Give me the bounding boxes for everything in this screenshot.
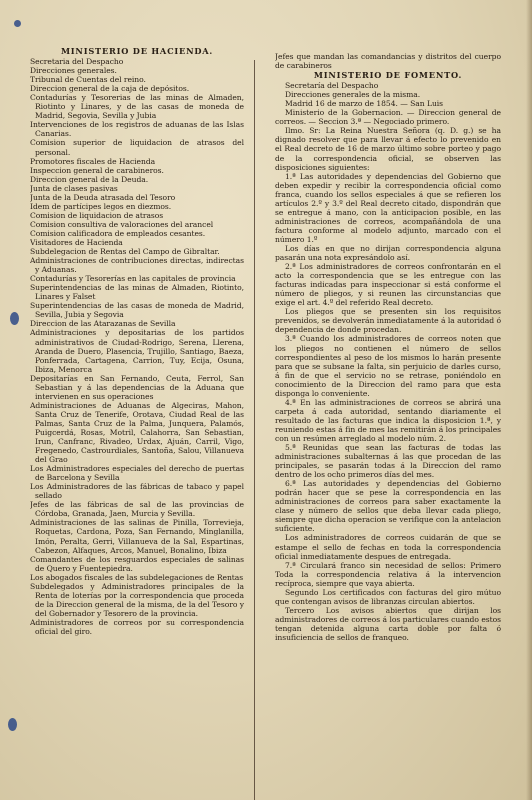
decree-paragraphs: [275, 108, 501, 642]
list-line: Direccion de las Atarazanas de Sevilla: [30, 319, 176, 329]
list-line: Superintendencias de las casas de moneda de Madrid, Sevilla, Jubia y Segovia: [30, 301, 244, 320]
decree-paragraph: 5.ª Reunidas que sean las facturas de todas las administraciones subalternas á las que procedan de las principales, se pasarán todas á la Direccion del ramo dentro de los ocho primeros días del mes.: [275, 443, 501, 480]
decree-paragraph: 4.ª En las administraciones de correos se abrirá una carpeta á cada autoridad, sentando diariamente el resultado de las facturas que indica la disposicion 1.ª, y reuniendo estas á fin de mes las remitirán á los principales con un resúmen arreglado al modelo núm. 2.: [275, 397, 501, 443]
ministerio-hacienda-heading: MINISTERIO DE HACIENDA.: [60, 46, 214, 56]
decree-paragraph: 2.ª Los administradores de correos confrontarán en el acto la correspondencia que se les entregue con las facturas indicadas para inspeccionar si está conforme el número de pliegos, y si reunen las circunstancias que exige el art. 4.º del referido Real decreto.: [275, 262, 501, 308]
decree-paragraph: Los administradores de correos cuidarán de que se estampe el sello de fechas en toda la correspondencia oficial inmediatamente despues de entregada.: [275, 533, 501, 561]
list-line: Subdelegacion de Rentas del Campo de Gibraltar.: [30, 247, 220, 257]
list-line: Direccion general de la Deuda.: [30, 174, 149, 184]
list-line: Los Administradores de las fábricas de tabaco y papel sellado: [30, 482, 244, 501]
list-line: Administraciones de las salinas de Pinilla, Torrevieja, Roquetas, Cardona, Poza, San Fernando, Minglanilla, Imón, Peralta, Gerri, Villanueva de la Sal, Espartinas, Cabezon, Alfaques, Arcos, Manuel, Bonalino, Ibiza: [30, 518, 244, 555]
list-line: Direcciones generales de la misma.: [285, 90, 421, 100]
list-line: Los Administradores especiales del derecho de puertas de Barcelona y Sevilla: [30, 464, 244, 483]
list-line: Superintendencias de las minas de Almaden, Riotinto, Linares y Falset: [30, 283, 244, 302]
binding-hole: [8, 718, 17, 731]
fomento-header-lines: [275, 81, 501, 108]
list-line: Comandantes de los resguardos especiales de salinas de Quero y Fuentepiedra.: [30, 554, 244, 573]
list-line: Madrid 16 de marzo de 1854. — San Luis: [285, 99, 444, 109]
decree-paragraph: Los días en que no dirijan correspondencia alguna pasarán una nota expresándolo así.: [275, 243, 501, 263]
left-column-lines: [30, 57, 244, 636]
list-line: Administradores de correos por su correspondencia oficial del giro.: [30, 617, 244, 636]
left-column: [30, 46, 244, 796]
list-line: Administraciones y depositarias de los partidos administrativos de Ciudad-Rodrigo, Serena, Llerena, Aranda de Duero, Plasencia, Trujillo, Santiago, Baeza, Ponferrada, Cartagena, Carrion, Tuy, Ecija, Osuna, Ibiza, Menorca: [30, 328, 244, 374]
list-line: Administraciones de Aduanas de Algeciras, Mahon, Santa Cruz de Tenerife, Orotava, Ciudad Real de las Palmas, Santa Cruz de la Palma, Junquera, Palamós, Puigcerdá, Rosas, Motril, Calahorra, San Sebastian, Irun, Canfranc, Rivadeo, Urdax, Ajuán, Carril, Vigo, Fregenedo, Castrourdiales, Santoña, Salou, Villanueva del Grao: [30, 400, 244, 465]
decree-paragraph: Tercero Los avisos abiertos que dirijan los administradores de correos á los particulares cuando estos tengan detenida alguna carta doble por falta ó insuficiencia de sellos de franqueo.: [275, 605, 501, 642]
list-line: Idem de partícipes legos en diezmos.: [30, 201, 172, 211]
list-line: Contadurías y Tesorerías en las capitales de provincia: [30, 274, 236, 284]
list-line: Direcciones generales.: [30, 66, 117, 76]
decree-paragraph: 1.ª Las autoridades y dependencias del Gobierno que deben expedir y recibir la correspondencia oficial como franca, cuando los sellos especiales á que se refieren los artículos 2.º y 3.º del Real decreto citado, dispondrán que se entregue á mano, con la anticipacion posible, en las administraciones de correos, acompañándola de una factura conforme al modelo adjunto, marcado con el número 1.º: [275, 171, 501, 244]
column-divider: [254, 60, 255, 800]
decree-paragraph: Segundo Los certificados con facturas del giro mútuo que contengan avisos de libranzas circulan abiertos.: [275, 587, 501, 606]
list-line: Secretaria del Despacho: [30, 57, 124, 67]
list-line: Promotores fiscales de Hacienda: [30, 156, 156, 166]
list-line: Comision calificadora de empleados cesantes.: [30, 228, 206, 238]
decree-paragraph: 3.ª Cuando los administradores de correos noten que los pliegos no contienen el número de sellos correspondientes al peso de los mismos lo harán presente para que se subsane la falta, sin perjuicio de darles curso, á fin de que el servicio no se retrase, poniéndolo en conocimiento de la Direccion del ramo para que esta disponga lo conveniente.: [275, 334, 501, 398]
decree-paragraph: Ilmo. Sr: La Reina Nuestra Señora (q. D. g.) se ha dignado resolver que para llevar á efecto lo prevenido en el Real decreto de 16 de marzo último sobre porteo y pago de la correspondencia oficial, se observen las disposiciones siguientes:: [275, 126, 501, 172]
list-line: Direccion general de la caja de depósitos.: [30, 84, 190, 94]
list-line: Depositarías en San Fernando, Ceuta, Ferrol, San Sebastian y á las dependencias de la Aduana que intervienen en sus operaciones: [30, 373, 244, 401]
list-line: Inspeccion general de carabineros.: [30, 165, 164, 175]
list-line: Subdelegados y Administradores principales de la Renta de loterías por la correspondencia que proceda de la Direccion general de la misma, de la del Tesoro y del Gobernador y Tesorero de la provincia.: [30, 581, 244, 618]
decree-paragraph: Los pliegos que se presenten sin los requisitos prevenidos, se devolverán inmediatamente á la autoridad ó dependencia de donde procedan.: [275, 307, 501, 335]
list-line: Tribunal de Cuentas del reino.: [30, 75, 146, 85]
list-line: Junta de la Deuda atrasada del Tesoro: [30, 192, 176, 202]
ministerio-fomento-heading: MINISTERIO DE FOMENTO.: [313, 70, 463, 81]
binding-hole: [10, 312, 19, 325]
right-column-lead: [275, 52, 501, 70]
right-column: [275, 52, 501, 796]
binding-hole: [14, 20, 21, 27]
list-line: Comision de liquidacion de atrasos: [30, 210, 164, 220]
list-line: Visitadores de Hacienda: [30, 237, 123, 247]
list-line: Secretaría del Despacho: [285, 81, 379, 91]
list-line: Jefes de las fábricas de sal de las provincias de Córdoba, Granada, Jaen, Murcia y Sevilla.: [30, 500, 244, 519]
list-line: Los abogados fiscales de las subdelegaciones de Rentas: [30, 572, 244, 582]
decree-paragraph: 7.ª Circulará franco sin necesidad de sellos: Primero Toda la correspondencia relativa á la intervencion recíproca, siempre que vaya abierta.: [275, 560, 501, 588]
list-line: Jefes que mandan las comandancias y distritos del cuerpo de carabineros: [275, 52, 501, 71]
list-line: Comision consultiva de valoraciones del arancel: [30, 219, 214, 229]
list-line: Contadurías y Tesorerias de las minas de Almaden, Riotinto y Linares, y de las casas de moneda de Madrid, Segovia, Sevilla y Jubia: [30, 93, 244, 121]
list-line: Junta de clases pasivas: [30, 183, 118, 193]
page-edge-shadow: [526, 0, 532, 800]
list-line: Administraciones de contribuciones directas, indirectas y Aduanas.: [30, 256, 244, 275]
decree-paragraph: 6.ª Las autoridades y dependencias del Gobierno podrán hacer que se pese la correspondencia en las administraciones de correos para saber exactamente la clase y número de sellos que deba llevar cada pliego, siempre que dicha operacion se verifique con la antelacion suficiente.: [275, 479, 501, 534]
list-line: Intervenciones de los registros de aduanas de las Islas Canarias.: [30, 120, 244, 139]
decree-paragraph: Ministerio de la Gobernacion. — Direccion general de correos. — Seccion 3.ª — Negociado primero.: [275, 108, 501, 127]
list-line: Comision superior de liquidacion de atrasos del personal.: [30, 138, 244, 157]
